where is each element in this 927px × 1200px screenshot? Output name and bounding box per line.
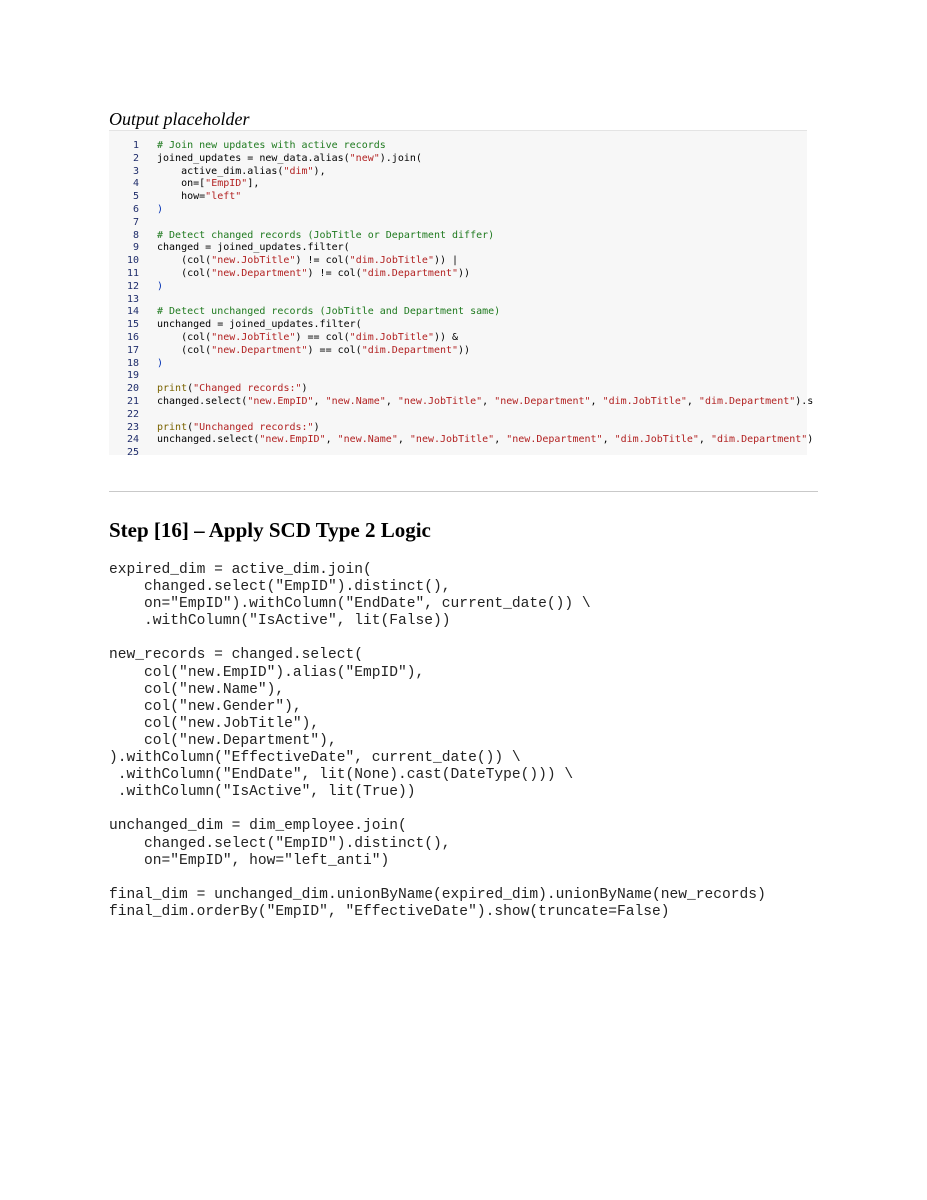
code-token: "dim.JobTitle" — [349, 255, 434, 267]
code-token: , — [313, 395, 326, 407]
line-number: 2 — [132, 152, 139, 164]
code-token: "new" — [349, 152, 380, 164]
code-token: ) — [301, 383, 308, 395]
code-line — [109, 409, 807, 422]
step-code-line: new_records = changed.select( — [109, 647, 363, 664]
step-code-line: col("new.Gender"), — [109, 698, 302, 715]
code-line — [109, 383, 807, 396]
step-heading: Step [16] – Apply SCD Type 2 Logic — [109, 518, 431, 542]
code-token: print — [157, 421, 188, 433]
code-token: , — [325, 434, 338, 446]
step-code-block — [109, 562, 766, 921]
line-source — [139, 140, 386, 153]
code-token: (col( — [157, 255, 212, 267]
code-line — [109, 332, 807, 345]
code-token: "new.Name" — [325, 395, 386, 407]
line-source — [139, 204, 163, 217]
code-token: ) — [157, 357, 164, 369]
code-token: "dim.JobTitle" — [614, 434, 699, 446]
code-token: , — [385, 395, 398, 407]
code-token: (col( — [157, 344, 212, 356]
line-source — [139, 370, 157, 383]
code-token: ) — [157, 280, 164, 292]
code-token: "dim" — [283, 165, 314, 177]
line-number: 19 — [126, 370, 139, 382]
code-line — [109, 434, 814, 447]
code-token: "new.Name" — [337, 434, 398, 446]
line-source — [139, 383, 308, 396]
code-token: ) — [807, 434, 814, 446]
code-token: )) — [458, 267, 471, 279]
line-number: 11 — [126, 267, 139, 279]
code-token: "new.EmpID" — [247, 395, 314, 407]
code-token: changed.select( — [157, 395, 248, 407]
code-token: "dim.JobTitle" — [602, 395, 687, 407]
line-number: 9 — [132, 242, 139, 254]
code-token: ( — [187, 383, 194, 395]
code-token: # Detect unchanged records (JobTitle and Department same) — [157, 306, 501, 318]
line-source — [139, 230, 494, 243]
line-source — [139, 319, 362, 332]
code-line — [109, 306, 807, 319]
code-token: changed = joined_updates.filter( — [157, 242, 350, 254]
code-line — [109, 395, 814, 409]
code-line — [109, 153, 807, 166]
code-token: ( — [187, 421, 194, 433]
line-source — [139, 153, 422, 166]
code-token: active_dim.alias( — [157, 165, 284, 177]
code-line — [109, 268, 807, 281]
line-number: 17 — [126, 344, 139, 356]
code-line — [109, 294, 807, 307]
code-line — [109, 422, 807, 435]
step-code-line: .withColumn("IsActive", lit(True)) — [109, 784, 416, 801]
line-source — [139, 345, 470, 358]
step-code-line: .withColumn("IsActive", lit(False)) — [109, 613, 451, 630]
code-token: , — [397, 434, 410, 446]
code-token: "new.JobTitle" — [409, 434, 495, 446]
code-token: , — [494, 434, 507, 446]
code-token: ) != col( — [307, 267, 362, 279]
code-token: ).join( — [379, 152, 422, 164]
line-number: 21 — [126, 395, 139, 407]
code-token: # Detect changed records (JobTitle or Department differ) — [157, 229, 495, 241]
code-token: ) == col( — [307, 344, 362, 356]
line-source — [139, 217, 157, 230]
code-token: , — [698, 434, 711, 446]
step-code-line: col("new.JobTitle"), — [109, 715, 320, 732]
line-number: 7 — [132, 216, 139, 228]
code-token: "new.Department" — [506, 434, 603, 446]
code-token: "dim.JobTitle" — [349, 331, 434, 343]
line-number: 5 — [132, 191, 139, 203]
code-token: on=[ — [157, 178, 206, 190]
line-number: 24 — [126, 434, 139, 446]
code-token: ) != col( — [295, 255, 350, 267]
code-line — [109, 166, 807, 179]
line-source — [139, 178, 259, 191]
line-number: 4 — [132, 178, 139, 190]
output-caption: Output placeholder — [109, 109, 250, 129]
section-divider — [109, 491, 818, 492]
step-code-line: expired_dim = active_dim.join( — [109, 562, 372, 578]
step-code-line: col("new.Department"), — [109, 732, 337, 749]
code-line — [109, 140, 807, 153]
line-source — [139, 306, 500, 319]
line-source — [139, 332, 458, 345]
code-token: "new.EmpID" — [259, 434, 326, 446]
code-line — [109, 242, 807, 255]
code-token: ), — [313, 165, 326, 177]
line-source — [139, 191, 241, 204]
step-code-line: on="EmpID").withColumn("EndDate", current_date()) \ — [109, 596, 591, 613]
line-number: 23 — [126, 421, 139, 433]
line-number: 8 — [132, 229, 139, 241]
code-line — [109, 319, 807, 332]
line-source — [139, 358, 163, 371]
line-number: 20 — [126, 383, 139, 395]
step-code-line: .withColumn("EndDate", lit(None).cast(DateType())) \ — [109, 767, 574, 784]
code-token: "left" — [205, 191, 242, 203]
code-token: "new.JobTitle" — [211, 255, 296, 267]
code-token: )) — [458, 344, 471, 356]
line-source — [139, 294, 157, 307]
line-number: 10 — [126, 255, 139, 267]
code-token: , — [686, 395, 699, 407]
code-token: ) == col( — [295, 331, 350, 343]
code-token: unchanged.select( — [157, 434, 260, 446]
code-line — [109, 281, 807, 294]
code-token: , — [602, 434, 615, 446]
line-number: 25 — [126, 447, 139, 459]
code-token: ).s — [795, 395, 814, 407]
code-token: , — [482, 395, 495, 407]
line-number: 12 — [126, 280, 139, 292]
code-token: joined_updates = new_data.alias( — [157, 152, 350, 164]
step-code-line: final_dim.orderBy("EmpID", "EffectiveDate").show(truncate=False) — [109, 903, 670, 920]
code-token: "new.Department" — [211, 344, 308, 356]
step-code-line: unchanged_dim = dim_employee.join( — [109, 818, 407, 835]
code-token: )) | — [433, 255, 459, 267]
line-number: 16 — [126, 331, 139, 343]
code-token: ) — [313, 421, 320, 433]
code-line — [109, 230, 807, 243]
code-token: ) — [157, 203, 164, 215]
line-source — [139, 281, 163, 294]
line-number: 1 — [132, 140, 139, 151]
code-token: "Unchanged records:" — [193, 421, 314, 433]
code-token: "dim.Department" — [698, 395, 796, 407]
line-number: 15 — [126, 319, 139, 331]
code-line — [109, 345, 807, 358]
step-code-line: col("new.Name"), — [109, 681, 285, 698]
code-token: ], — [247, 178, 260, 190]
line-source — [139, 422, 320, 435]
line-source — [139, 447, 157, 460]
code-token: "new.Department" — [494, 395, 591, 407]
code-line — [109, 370, 807, 383]
line-source — [139, 268, 470, 281]
code-token: )) & — [433, 331, 459, 343]
code-token: "dim.Department" — [361, 344, 459, 356]
line-number: 18 — [126, 357, 139, 369]
code-token: how= — [157, 191, 206, 203]
step-code-line: final_dim = unchanged_dim.unionByName(expired_dim).unionByName(new_records) — [109, 886, 766, 903]
code-line — [109, 217, 807, 230]
step-code-line — [109, 870, 766, 887]
code-token: "dim.Department" — [361, 267, 459, 279]
code-token: (col( — [157, 331, 212, 343]
code-token: "Changed records:" — [193, 383, 302, 395]
code-token: unchanged = joined_updates.filter( — [157, 319, 362, 331]
code-token: "EmpID" — [205, 178, 248, 190]
code-token: "dim.Department" — [710, 434, 808, 446]
step-code-line — [109, 630, 766, 647]
code-token: "new.Department" — [211, 267, 308, 279]
code-token: "new.JobTitle" — [397, 395, 483, 407]
code-token: (col( — [157, 267, 212, 279]
step-code-line: col("new.EmpID").alias("EmpID"), — [109, 664, 425, 681]
line-source — [139, 396, 813, 409]
line-source — [139, 255, 458, 268]
step-code-line: ).withColumn("EffectiveDate", current_date()) \ — [109, 750, 521, 767]
code-line — [109, 255, 807, 268]
step-code-line: changed.select("EmpID").distinct(), — [109, 579, 451, 596]
line-number: 14 — [126, 306, 139, 318]
line-number: 13 — [126, 293, 139, 305]
step-code-line: on="EmpID", how="left_anti") — [109, 852, 390, 869]
code-line — [109, 358, 807, 371]
line-source — [139, 242, 350, 255]
line-source — [139, 409, 157, 422]
line-source — [139, 434, 813, 447]
code-line — [109, 204, 807, 217]
code-token: "new.JobTitle" — [211, 331, 296, 343]
code-token: # Join new updates with active records — [157, 140, 386, 151]
code-line — [109, 447, 807, 460]
code-token: , — [590, 395, 603, 407]
line-number: 6 — [132, 203, 139, 215]
line-source — [139, 166, 326, 179]
line-number: 3 — [132, 165, 139, 177]
code-line — [109, 178, 807, 191]
step-code-line — [109, 801, 766, 818]
code-line — [109, 191, 807, 204]
notebook-code-cell — [109, 130, 814, 459]
line-number: 22 — [126, 408, 139, 420]
step-code-line: changed.select("EmpID").distinct(), — [109, 835, 451, 852]
code-token: print — [157, 383, 188, 395]
